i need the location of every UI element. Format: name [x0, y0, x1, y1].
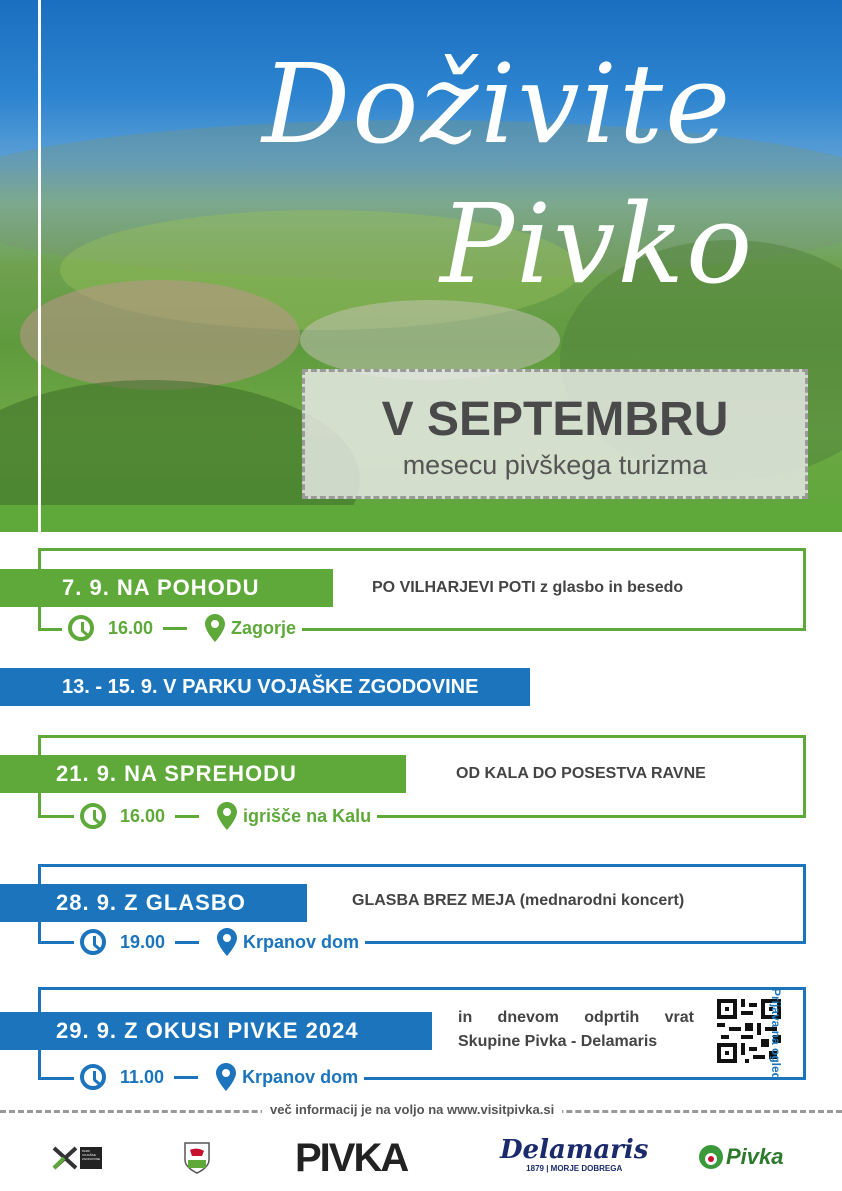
logo-park-text: PARK VOJAŠKE ZGODOVINE	[80, 1147, 102, 1169]
coat-of-arms-icon	[184, 1142, 210, 1174]
event-tag-1: 7. 9. NA POHODU	[0, 569, 333, 607]
event-time-place-4	[74, 928, 365, 956]
logo-pivka-main	[295, 1136, 407, 1181]
event-time-place-1	[62, 614, 302, 642]
event-tag-4: 28. 9. Z GLASBO	[0, 884, 307, 922]
event-place-4: Krpanov dom	[243, 931, 360, 952]
event-time-5: 11.00	[120, 1066, 165, 1087]
logo-pivka-main-text: PIVKA	[295, 1136, 408, 1180]
logo-delamaris-sub: 1879 | MORJE DOBREGA	[526, 1164, 623, 1173]
town-shape	[20, 280, 300, 390]
location-pin-icon	[216, 1063, 236, 1091]
event-time-1: 16.00	[108, 617, 154, 638]
clock-icon	[68, 615, 94, 641]
event-place-3: igrišče na Kalu	[243, 805, 372, 826]
month-subtitle: mesecu pivškega turizma	[402, 450, 708, 480]
separator	[175, 941, 199, 944]
location-pin-icon	[217, 802, 237, 830]
clock-icon	[80, 929, 106, 955]
hero-vertical-line	[38, 0, 41, 532]
separator	[163, 627, 187, 630]
hero-image	[0, 0, 842, 532]
park-x-icon	[52, 1146, 78, 1170]
event-time-4: 19.00	[120, 931, 166, 952]
pivka-leaf-icon	[698, 1144, 724, 1170]
event-time-place-5	[74, 1063, 364, 1091]
event-description-3: OD KALA DO POSESTVA RAVNE	[456, 765, 706, 782]
event-tag-2: 13. - 15. 9. V PARKU VOJAŠKE ZGODOVINE	[0, 668, 530, 706]
event-description-1: PO VILHARJEVI POTI z glasbo in besedo	[372, 579, 684, 596]
logo-delamaris	[500, 1136, 648, 1173]
logo-park	[52, 1146, 102, 1170]
town-shape-2	[300, 300, 560, 380]
separator	[174, 1076, 198, 1079]
logo-delamaris-text: Delamaris	[500, 1135, 649, 1165]
event-description-5-line2: Skupine Pivka - Delamaris	[458, 1033, 658, 1050]
location-pin-icon	[205, 614, 225, 642]
event-tag-5: 29. 9. Z OKUSI PIVKE 2024	[0, 1012, 432, 1050]
event-vertical-note: Prijava na ogled	[769, 987, 783, 1081]
event-time-place-3	[74, 802, 377, 830]
script-title-line1: Doživite	[262, 40, 733, 168]
event-description-4: GLASBA BREZ MEJA (mednarodni koncert)	[352, 892, 685, 909]
script-title-line2: Pivko	[440, 180, 755, 308]
location-pin-icon	[217, 928, 237, 956]
event-time-3: 16.00	[120, 805, 166, 826]
event-place-1: Zagorje	[231, 617, 297, 638]
month-title: V SEPTEMBRU	[381, 393, 729, 446]
month-box	[302, 369, 808, 499]
clock-icon	[80, 1064, 106, 1090]
hero-green-band	[0, 505, 842, 532]
clock-icon	[80, 803, 106, 829]
footer-info[interactable]: več informacij je na voljo na www.visitpivka.si	[262, 1102, 562, 1117]
event-description-5-line1: in dnevom odprtih vrat	[458, 1009, 694, 1026]
logo-pivka-small	[698, 1144, 784, 1170]
event-tag-3: 21. 9. NA SPREHODU	[0, 755, 406, 793]
logo-pivka-small-text: Pivka	[726, 1144, 784, 1169]
separator	[175, 815, 199, 818]
event-place-5: Krpanov dom	[242, 1066, 359, 1087]
